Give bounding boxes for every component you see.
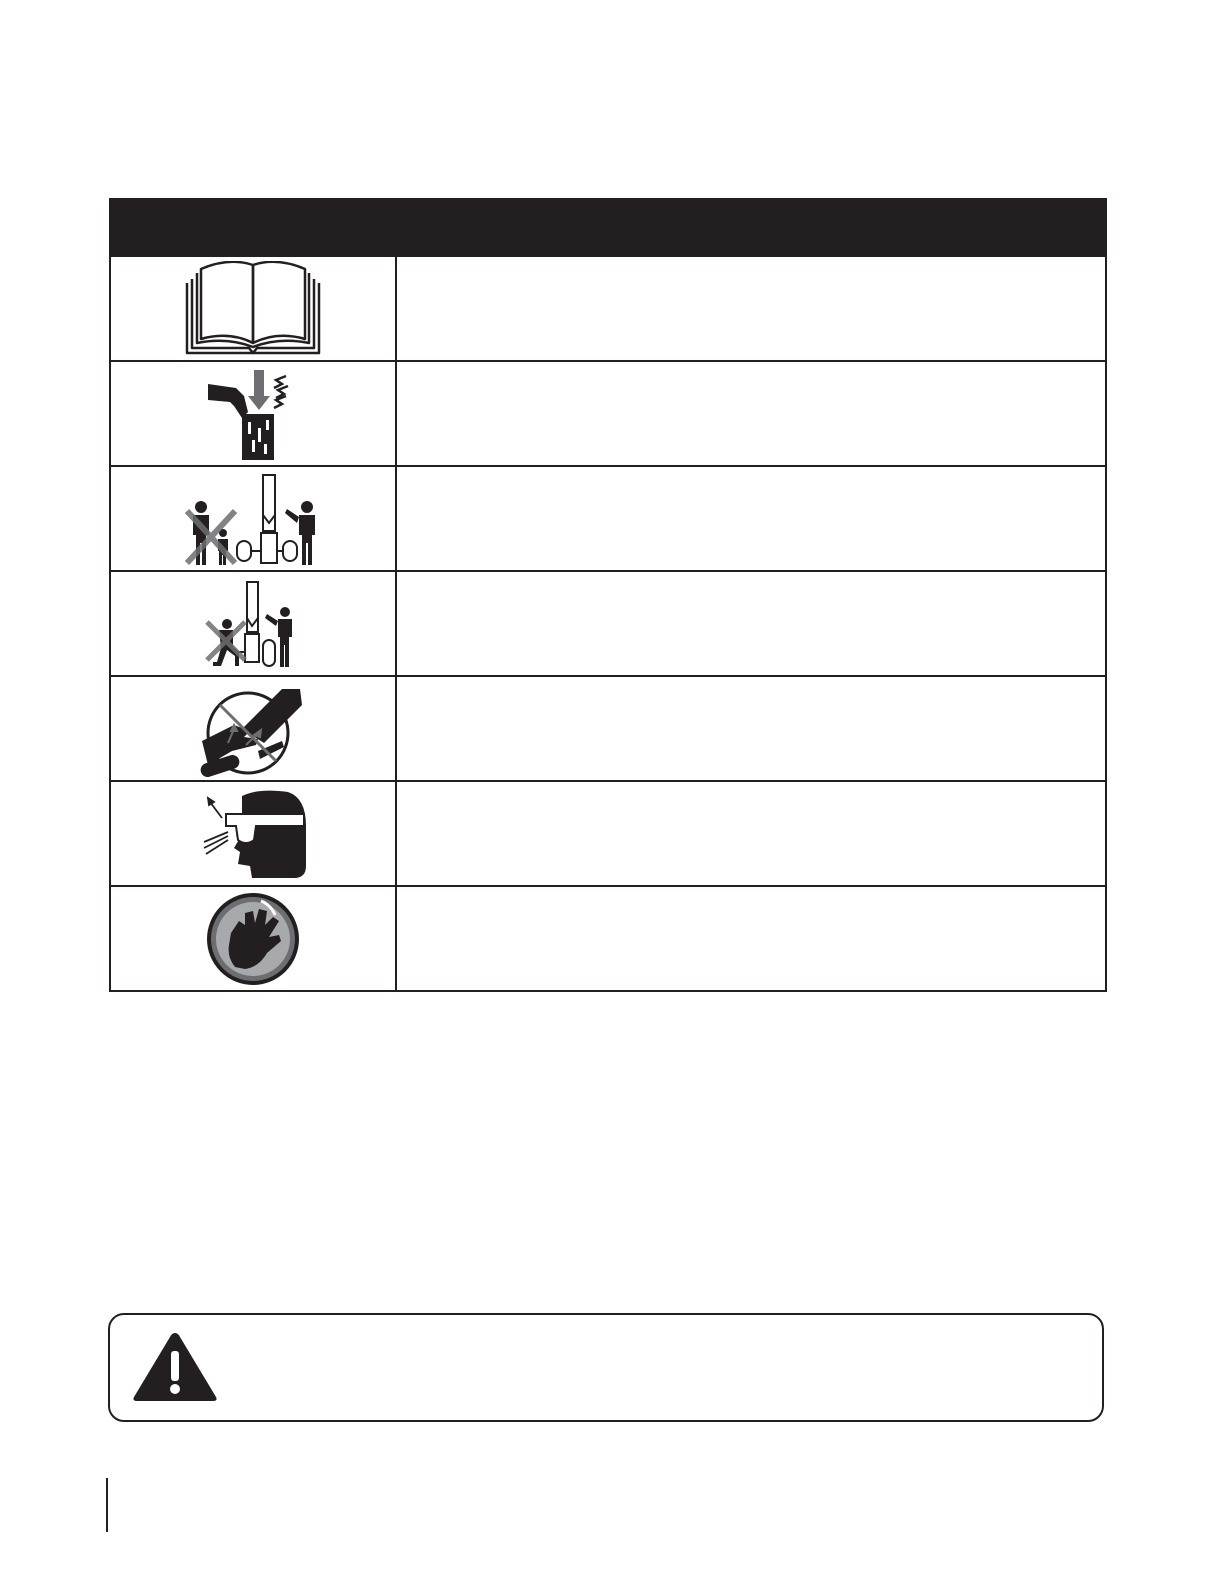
no-hand-contact-icon <box>111 891 395 987</box>
symbol-cell <box>110 886 396 991</box>
symbol-cell <box>110 466 396 571</box>
table-header-meaning <box>396 199 1106 256</box>
table-row <box>110 256 1106 361</box>
description-cell <box>396 466 1106 571</box>
table-header-symbol <box>110 199 396 256</box>
hand-crush-wood-icon <box>111 366 395 462</box>
read-manual-icon <box>111 261 395 357</box>
table-row <box>110 571 1106 676</box>
wear-eye-protection-icon <box>111 786 395 882</box>
table-row <box>110 886 1106 991</box>
no-hand-near-log-icon <box>111 681 395 777</box>
description-cell <box>396 676 1106 781</box>
warning-callout <box>108 1313 1104 1422</box>
symbol-cell <box>110 676 396 781</box>
description-cell <box>396 571 1106 676</box>
symbol-cell <box>110 361 396 466</box>
no-kneeling-operator-icon <box>111 578 395 670</box>
table-row <box>110 361 1106 466</box>
description-cell <box>396 256 1106 361</box>
safety-symbols-table <box>109 198 1107 992</box>
symbol-cell <box>110 571 396 676</box>
page-edge-rule <box>106 1478 108 1532</box>
keep-bystanders-away-icon <box>111 471 395 567</box>
symbol-cell <box>110 256 396 361</box>
symbol-cell <box>110 781 396 886</box>
table-row <box>110 466 1106 571</box>
table-row <box>110 781 1106 886</box>
warning-triangle-icon <box>132 1331 218 1408</box>
table-row <box>110 676 1106 781</box>
description-cell <box>396 361 1106 466</box>
description-cell <box>396 886 1106 991</box>
table-header-row <box>110 199 1106 256</box>
description-cell <box>396 781 1106 886</box>
